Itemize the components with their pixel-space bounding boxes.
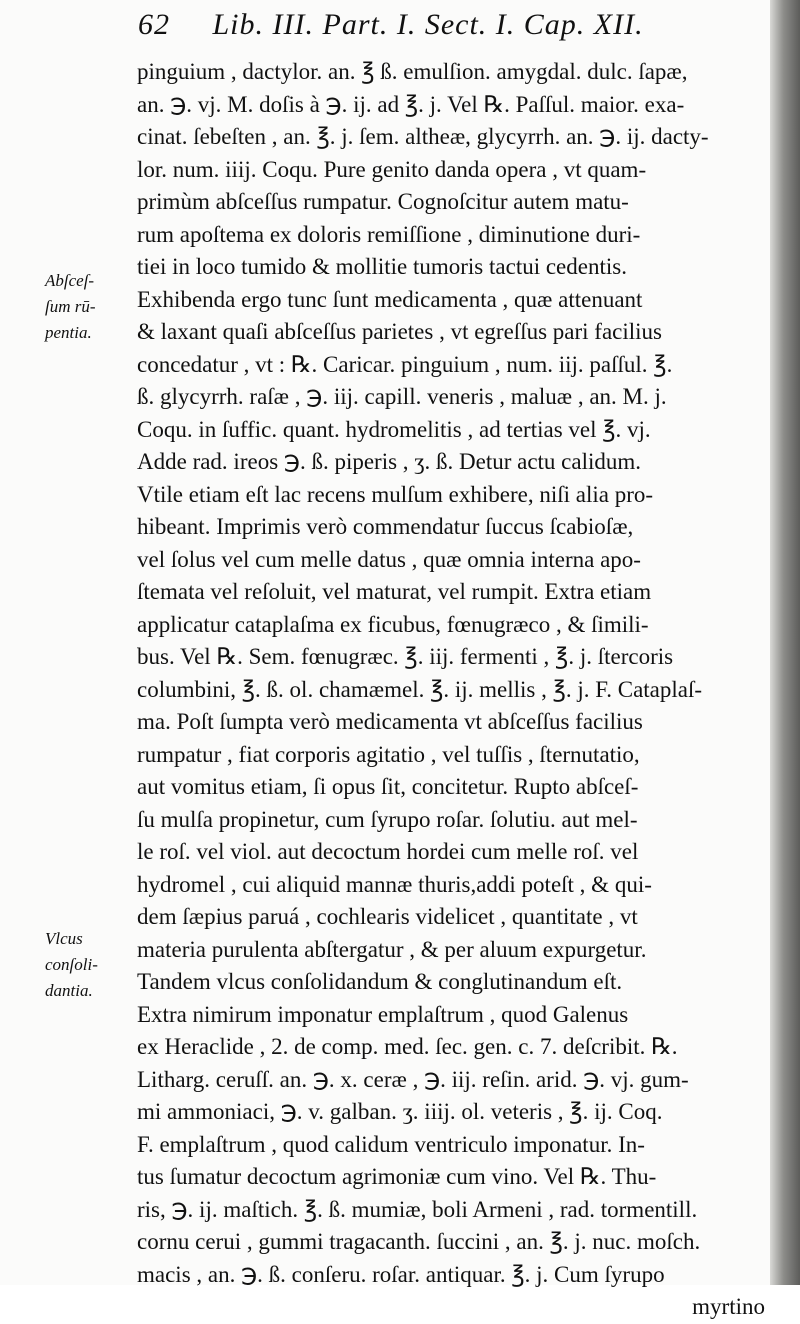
text-line: Exhibenda ergo tunc ſunt medicamenta , quæ attenuant (137, 286, 643, 312)
text-line: tiei in loco tumido & mollitie tumoris tactui cedentis. (137, 254, 627, 279)
page-number: 62 (138, 8, 170, 41)
margin-note-abscessum (45, 268, 137, 346)
running-title: Lib. III. Part. I. Sect. I. Cap. XII. (212, 8, 644, 41)
text-line: primùm abſceſſus rumpatur. Cognoſcitur autem matu- (137, 189, 629, 214)
text-line: Adde rad. ireos ℈. ß. piperis , ʒ. ß. Detur actu calidum. (137, 449, 642, 474)
text-line: ß. glycyrrh. raſæ , ℈. iij. capill. veneris , maluæ , an. M. j. (137, 384, 667, 409)
text-line: macis , an. ℈. ß. conſeru. roſar. antiquar. ℥. j. Cum ſyrupo (137, 1261, 665, 1287)
text-line: mi ammoniaci, ℈. v. galban. ʒ. iiij. ol. veteris , ℥. ij. Coq. (137, 1099, 663, 1124)
text-line: rum apoſtema ex doloris remiſſione , diminutione duri- (137, 221, 641, 247)
catchword: myrtino (692, 1294, 765, 1319)
text-line: aut vomitus etiam, ſi opus ſit, concitetur. Rupto abſceſ- (137, 774, 639, 799)
text-line: ris, ℈. ij. maſtich. ℥. ß. mumiæ, boli Armeni , rad. tormentill. (137, 1196, 698, 1222)
margin-note-line: conſoli- (45, 955, 98, 974)
text-line: applicatur cataplaſma ex ficubus, fœnugræco , & ſimili- (137, 611, 649, 637)
margin-note-line: ſum rū- (45, 297, 96, 316)
text-line: ma. Poſt ſumpta verò medicamenta vt abſceſſus facilius (137, 709, 643, 734)
text-line: pinguium , dactylor. an. ℥ ß. emulſion. amygdal. dulc. ſapæ, (137, 59, 688, 84)
text-line: F. emplaſtrum , quod calidum ventriculo imponatur. In- (137, 1131, 645, 1157)
text-line: columbini, ℥. ß. ol. chamæmel. ℥. ij. mellis , ℥. j. F. Cataplaſ- (137, 676, 703, 702)
text-line: dem ſæpius paruá , cochlearis videlicet , quantitate , vt (137, 904, 638, 929)
text-line: an. ℈. vj. M. doſis à ℈. ij. ad ℥. j. Vel ℞. Paſſul. maior. exa- (137, 91, 685, 117)
running-header (138, 8, 644, 42)
text-line: Coqu. in ſuffic. quant. hydromelitis , ad tertias vel ℥. vj. (137, 416, 651, 442)
text-line: & laxant quaſi abſceſſus parietes , vt egreſſus pari facilius (137, 319, 662, 344)
margin-note-line: dantia. (45, 981, 93, 1000)
text-line: hibeant. Imprimis verò commendatur ſuccus ſcabioſæ, (137, 514, 634, 539)
text-line: vel ſolus vel cum melle datus , quæ omnia interna apo- (137, 546, 641, 572)
margin-note-line: Vlcus (45, 929, 83, 948)
margin-note-line: Abſceſ- (45, 271, 95, 290)
body-text (137, 56, 765, 1324)
text-line: bus. Vel ℞. Sem. fœnugræc. ℥. iij. fermenti , ℥. j. ſtercoris (137, 644, 674, 669)
text-line: Extra nimirum imponatur emplaſtrum , quod Galenus (137, 1001, 629, 1027)
text-line: cornu cerui , gummi tragacanth. ſuccini , an. ℥. j. nuc. moſch. (137, 1229, 701, 1254)
text-line: Litharg. ceruſſ. an. ℈. x. ceræ , ℈. iij. reſin. arid. ℈. vj. gum- (137, 1066, 689, 1092)
text-line: lor. num. iiij. Coqu. Pure genito danda opera , vt quam- (137, 156, 647, 182)
margin-note-line: pentia. (45, 323, 92, 342)
text-line: ex Heraclide , 2. de comp. med. ſec. gen. c. 7. deſcribit. ℞. (137, 1034, 678, 1059)
page-gutter-shadow (770, 0, 800, 1285)
text-line: ſu mulſa propinetur, cum ſyrupo roſar. ſolutiu. aut mel- (137, 806, 638, 832)
text-line: le roſ. vel viol. aut decoctum hordei cum melle roſ. vel (137, 839, 639, 864)
text-line: tus ſumatur decoctum agrimoniæ cum vino. Vel ℞. Thu- (137, 1164, 657, 1189)
text-line: Vtile etiam eſt lac recens mulſum exhibere, niſi alia pro- (137, 481, 654, 507)
text-line: concedatur , vt : ℞. Caricar. pinguium , num. iij. paſſul. ℥. (137, 351, 673, 377)
text-line: materia purulenta abſtergatur , & per aluum expurgetur. (137, 936, 647, 962)
text-line: cinat. ſebeſten , an. ℥. j. ſem. altheæ, glycyrrh. an. ℈. ij. dacty- (137, 124, 709, 149)
text-line: rumpatur , fiat corporis agitatio , vel tuſſis , ſternutatio, (137, 741, 640, 767)
margin-note-vlcus (45, 926, 137, 1004)
text-line: Tandem vlcus conſolidandum & conglutinandum eſt. (137, 969, 623, 994)
text-line: hydromel , cui aliquid mannæ thuris,addi poteſt , & qui- (137, 871, 652, 897)
text-line: ſtemata vel reſoluit, vel maturat, vel rumpit. Extra etiam (137, 579, 652, 604)
